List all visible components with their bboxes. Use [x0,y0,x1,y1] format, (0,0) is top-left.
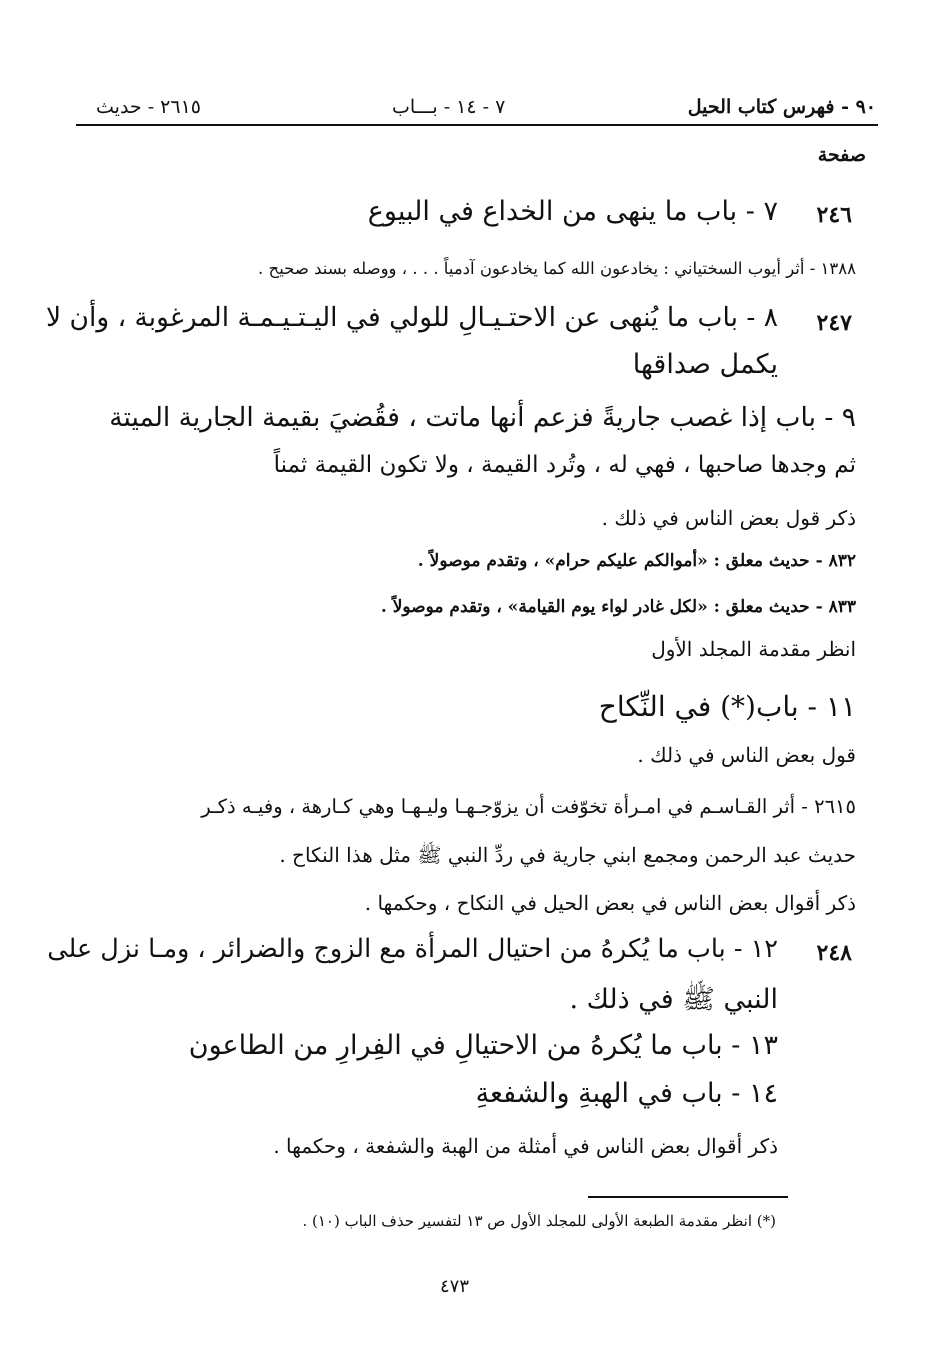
bab-11-sayings: ذكر أقوال بعض الناس في بعض الحيل في النكاح ، وحكمها . [364,891,856,915]
athar-2615-line1: ٢٦١٥ - أثر القـاسـم في امـرأة تخوّفت أن يزوّجـهـا وليـهـا وهي كـارهة ، وفيـه ذكـر [201,795,856,818]
header-rule [76,124,878,126]
footnote-rule [588,1196,788,1198]
bab-14-title: ١٤ - باب في الهبةِ والشفعةِ [475,1078,778,1109]
bab-9-note: ذكر قول بعض الناس في ذلك . [601,506,856,530]
footnote: (*) انظر مقدمة الطبعة الأولى للمجلد الأول ص ١٣ لتفسير حذف الباب (١٠) . [302,1212,776,1230]
bab-9-title-line1: ٩ - باب إذا غصب جاريةً فزعم أنها ماتت ، فقُضيَ بقيمة الجارية الميتة [109,402,856,433]
running-header-chapter: ٩٠ - فهرس كتاب الحيل [687,96,876,118]
page-column-label: صفحة [817,144,866,166]
athar-1388: ١٣٨٨ - أثر أيوب السختياني : يخادعون الله كما يخادعون آدمياً . . . ، ووصله بسند صحيح . [258,259,856,278]
page-ref-246: ٢٤٦ [816,202,852,228]
page-number: ٤٧٣ [440,1276,470,1297]
bab-7-title: ٧ - باب ما ينهى من الخداع في البيوع [367,196,778,227]
hadith-833: ٨٣٣ - حديث معلق : «لكل غادر لواء يوم القيامة» ، وتقدم موصولاً . [380,597,856,617]
bab-9-title-line2: ثم وجدها صاحبها ، فهي له ، وتُرد القيمة ، ولا تكون القيمة ثمناً [273,452,856,478]
bab-11-title: ١١ - باب(*) في النِّكاح [598,690,856,723]
running-header-range: ٧ - ١٤ - بـــاب [392,96,506,118]
bab-12-title-line2: النبي ﷺ في ذلك . [569,984,778,1015]
hadith-832: ٨٣٢ - حديث معلق : «أموالكم عليكم حرام» ، وتقدم موصولاً . [417,551,856,571]
bab-11-note: قول بعض الناس في ذلك . [637,743,856,767]
page-ref-247: ٢٤٧ [816,310,852,336]
running-header-hadith: ٢٦١٥ - حديث [96,96,201,118]
bab-14-sayings: ذكر أقوال بعض الناس في أمثلة من الهبة والشفعة ، وحكمها . [273,1134,778,1158]
page-ref-248: ٢٤٨ [816,940,852,966]
cross-reference: انظر مقدمة المجلد الأول [651,637,856,661]
bab-12-title-line1: ١٢ - باب ما يُكرهُ من احتيال المرأة مع الزوج والضرائر ، ومـا نزل على [47,934,778,964]
athar-2615-line2: حديث عبد الرحمن ومجمع ابني جارية في ردِّ النبي ﷺ مثل هذا النكاح . [279,843,856,867]
bab-8-title-line2: يكمل صداقها [632,349,778,380]
bab-8-title-line1: ٨ - باب ما يُنهى عن الاحتـيـالِ للولي في اليـتـيـمـة المرغوبة ، وأن لا [46,302,778,333]
bab-13-title: ١٣ - باب ما يُكرهُ من الاحتيالِ في الفِرارِ من الطاعون [188,1030,778,1061]
